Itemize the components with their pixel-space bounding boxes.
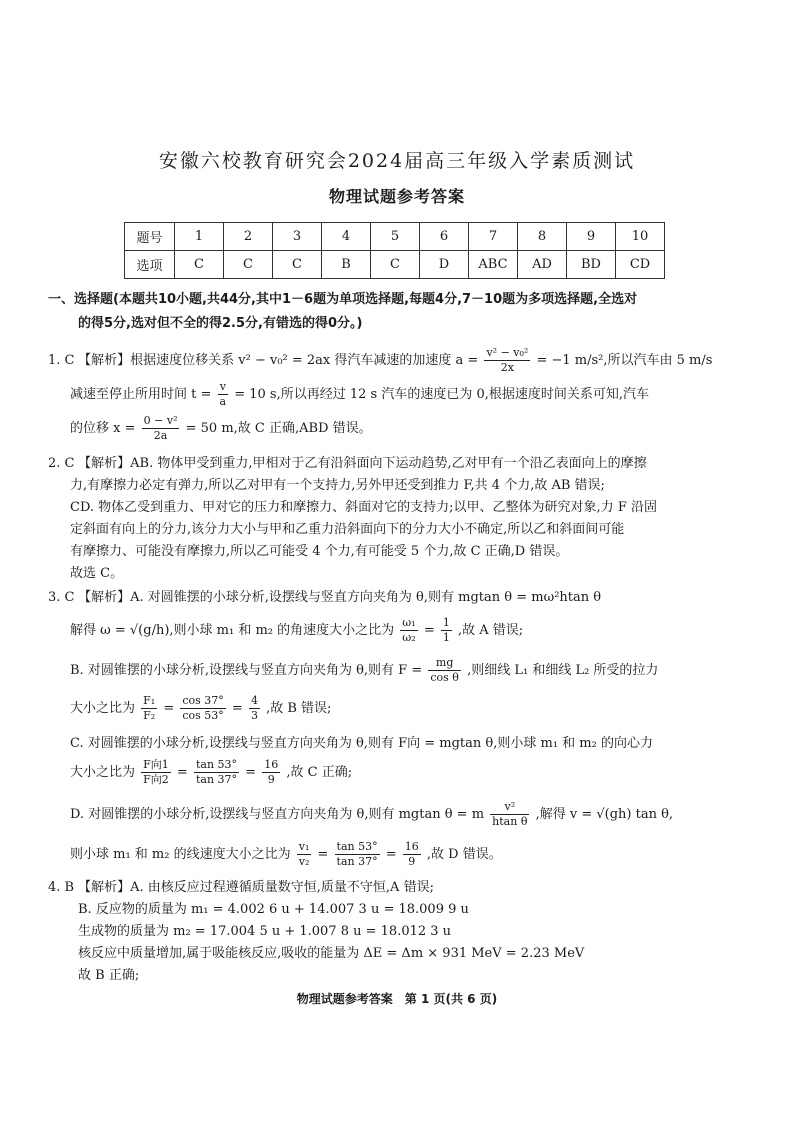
q4-line-3: 生成物的质量为 m₂ = 17.004 5 u + 1.007 8 u = 18.012 3 u [78,924,452,939]
q4-label: 4. B [48,880,75,895]
q4-line-4: 核反应中质量增加,属于吸能核反应,吸收的能量为 ΔE = Δm × 931 MeV = 2.23 MeV [78,946,585,961]
q2-line-6: 故选 C。 [70,566,124,581]
document-subtitle: 物理试题参考答案 [328,187,465,206]
q3-line-7: D. 对圆锥摆的小球分析,设摆线与竖直方向夹角为 θ,则有 mgtan θ = m $\frac{\text{v²}}{\text{htan θ}}$ ,解得 v = √(gh) tan θ, [70,800,674,828]
table-row-numbers [125,223,665,251]
table-cell: AD [518,251,567,279]
q3-line-1: 3. C 【解析】A. 对圆锥摆的小球分析,设摆线与竖直方向夹角为 θ,则有 mgtan θ = mω²htan θ [48,590,602,605]
q3-label: 3. C [48,590,75,605]
q2-line-4: 定斜面有向上的分力,该分力大小与甲和乙重力沿斜面向下的分力大小不确定,所以乙和斜面间可能 [70,522,625,537]
q3-line-3: B. 对圆锥摆的小球分析,设摆线与竖直方向夹角为 θ,则有 F = $\frac{mg}{\text{cos θ}}$ ,则细线 L₁ 和细线 L₂ 所受的拉力 [70,656,659,684]
q2-line-5: 有摩擦力、可能没有摩擦力,所以乙可能受 4 个力,有可能受 5 个力,故 C 正确,D 错误。 [70,544,569,559]
q3-line-4: 大小之比为 $\frac{\text{F₁}}{\text{F₂}}$ = $\frac{\cos 37^\circ}{\cos 53^\circ}$ = $\frac{4}{3}$ ,故 B 错误; [70,694,332,722]
table-cell: C [224,251,273,279]
fraction: $\frac{\text{v² − v₀²}}{2x}$ [486,346,529,374]
table-cell: ABC [469,251,518,279]
answer-table [124,222,665,279]
q2-label: 2. C [48,456,75,471]
table-cell: C [273,251,322,279]
table-cell: 2 [224,223,273,251]
table-cell: 4 [322,223,371,251]
fraction: $\frac{\text{0 − v²}}{2a}$ [143,414,178,442]
table-cell: 5 [371,223,420,251]
table-cell: 1 [175,223,224,251]
section-heading-cont: 的得5分,选对但不全的得2.5分,有错选的得0分。) [78,316,363,331]
document-title: 安徽六校教育研究会2024届高三年级入学素质测试 [158,150,636,172]
q3-line-5: C. 对圆锥摆的小球分析,设摆线与竖直方向夹角为 θ,则有 F向 = mgtan θ,则小球 m₁ 和 m₂ 的向心力 [70,736,653,751]
table-row-answers [125,251,665,279]
q1-line-2: 减速至停止所用时间 t = $\frac{v}{a}$ = 10 s,所以再经过 12 s 汽车的速度已为 0,根据速度时间关系可知,汽车 [70,380,650,408]
q3-line-8: 则小球 m₁ 和 m₂ 的线速度大小之比为 $\frac{\text{v₁}}{\text{v₂}}$ = $\frac{\tan 53^\circ}{\tan 37^\circ}$ = $\frac{16}{9}$ ,故 D 错误。 [70,840,502,868]
q1-label: 1. C [48,353,75,368]
q4-line-2: B. 反应物的质量为 m₁ = 4.002 6 u + 14.007 3 u = 18.009 9 u [78,902,469,917]
table-cell: B [322,251,371,279]
table-cell: C [175,251,224,279]
q2-line-2: 力,有摩擦力必定有弹力,所以乙对甲有一个支持力,另外甲还受到推力 F,共 4 个力,故 AB 错误; [70,478,605,493]
page-footer: 物理试题参考答案 第 1 页(共 6 页) [296,992,498,1006]
table-cell: BD [567,251,616,279]
section-heading: 一、选择题(本题共10小题,共44分,其中1－6题为单项选择题,每题4分,7－10题为多项选择题,全选对 [48,292,638,307]
table-cell: 8 [518,223,567,251]
row-label: 选项 [125,251,175,279]
table-cell: 9 [567,223,616,251]
table-cell: D [420,251,469,279]
fraction: $\frac{v}{a}$ [219,380,227,408]
q2-line-3: CD. 物体乙受到重力、甲对它的压力和摩擦力、斜面对它的支持力;以甲、乙整体为研究对象,力 F 沿固 [70,500,657,515]
q1-line-1: 1. C 【解析】根据速度位移关系 v² − v₀² = 2ax 得汽车减速的加速度 a = $\frac{\text{v² − v₀²}}{2x}$ = −1 m/s²,所以汽车由 5 m/s [48,346,713,374]
row-label: 题号 [125,223,175,251]
table-cell: 6 [420,223,469,251]
q3-line-6: 大小之比为 $\frac{\text{F向1}}{\text{F向2}}$ = $\frac{\tan 53^\circ}{\tan 37^\circ}$ = $\frac{16}{9}$ ,故 C 正确; [70,758,353,786]
table-cell: 7 [469,223,518,251]
q2-line-1: 2. C 【解析】AB. 物体甲受到重力,甲相对于乙有沿斜面向下运动趋势,乙对甲有一个沿乙表面向上的摩擦 [48,456,647,471]
table-cell: C [371,251,420,279]
table-cell: 3 [273,223,322,251]
table-cell: 10 [616,223,665,251]
q4-line-5: 故 B 正确; [78,968,140,983]
q1-line-3: 的位移 x = $\frac{\text{0 − v²}}{2a}$ = 50 m,故 C 正确,ABD 错误。 [70,414,372,442]
q4-line-1: 4. B 【解析】A. 由核反应过程遵循质量数守恒,质量不守恒,A 错误; [48,880,434,895]
table-cell: CD [616,251,665,279]
q3-line-2: 解得 ω = √(g/h),则小球 m₁ 和 m₂ 的角速度大小之比为 $\frac{\text{ω₁}}{\text{ω₂}}$ = $\frac{1}{1}$ ,故 A 错误; [70,616,524,644]
